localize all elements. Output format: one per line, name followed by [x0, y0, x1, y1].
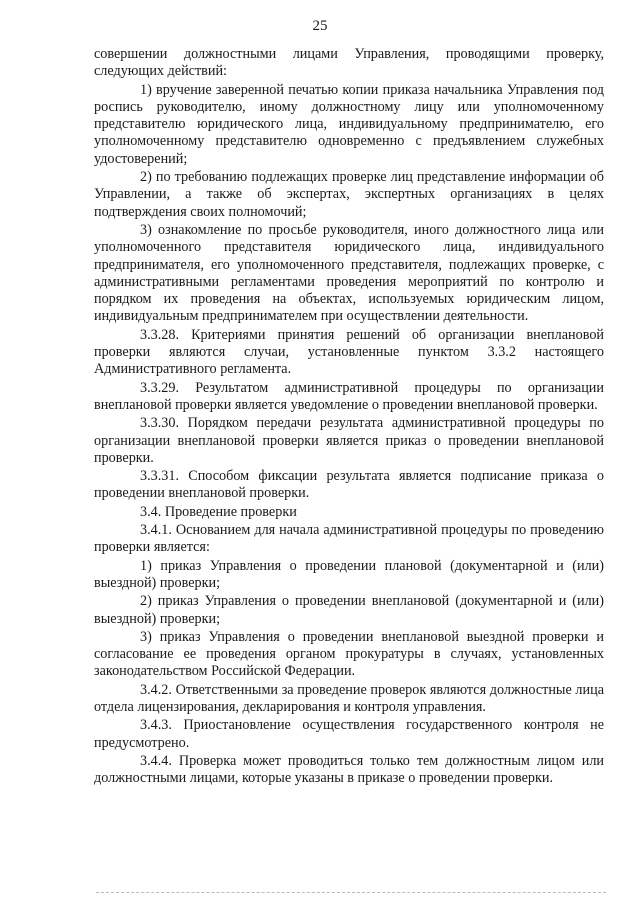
- paragraph: 1) вручение заверенной печатью копии приказа начальника Управления под роспись руководителю, иному должностному лицу или уполномоченному представителю юридического лица, индивидуальному предпринимателю, его уполномоченному представителю одновременно с предъявлением служебных удостоверений;: [94, 81, 604, 167]
- footer-divider: [96, 892, 606, 893]
- paragraph: 2) приказ Управления о проведении внеплановой (документарной и (или) выездной) проверки;: [94, 593, 604, 627]
- paragraph: 2) по требованию подлежащих проверке лиц представление информации об Управлении, а также об экспертах, экспертных организациях в целях подтверждения своих полномочий;: [94, 169, 604, 220]
- page-number: 25: [312, 18, 328, 34]
- paragraph: 3.4.2. Ответственными за проведение проверок являются должностные лица отдела лицензирования, декларирования и контроля управления.: [94, 681, 604, 715]
- paragraph: 3.3.28. Критериями принятия решений об организации внеплановой проверки являются случаи, установленные пунктом 3.3.2 настоящего Административного регламента.: [94, 326, 604, 378]
- paragraph: 3) ознакомление по просьбе руководителя, иного должностного лица или уполномоченного представителя юридического лица, индивидуального предпринимателя, его уполномоченного представителя, подлежащих проверке, с административными регламентами проведения мероприятий по контролю и порядком их проведения на объектах, используемых юридическим лицом, индивидуальным предпринимателем при осуществлении деятельности.: [94, 221, 604, 325]
- paragraph: 3.3.29. Результатом административной процедуры по организации внеплановой проверки является уведомление о проведении внеплановой проверки.: [94, 379, 604, 413]
- paragraph: 3.4.1. Основанием для начала административной процедуры по проведению проверки является:: [94, 522, 604, 556]
- paragraph: совершении должностными лицами Управления, проводящими проверку, следующих действий:: [94, 46, 604, 80]
- document-body: [94, 46, 604, 788]
- paragraph: 3.3.31. Способом фиксации результата является подписание приказа о проведении внеплановой проверки.: [94, 468, 604, 502]
- section-heading: 3.4. Проведение проверки: [140, 503, 297, 520]
- paragraph: 3.4.3. Приостановление осуществления государственного контроля не предусмотрено.: [94, 717, 604, 751]
- paragraph: 3.3.30. Порядком передачи результата административной процедуры по организации внеплановой проверки является приказ о проведении внеплановой проверки.: [94, 415, 604, 466]
- paragraph: 3.4.4. Проверка может проводиться только тем должностным лицом или должностными лицами, которые указаны в приказе о проведении проверки.: [94, 752, 604, 787]
- paragraph: 3) приказ Управления о проведении внеплановой выездной проверки и согласование ее проведения органом прокуратуры в случаях, установленных законодательством Российской Федерации.: [94, 628, 604, 680]
- paragraph: 1) приказ Управления о проведении плановой (документарной и (или) выездной) проверки;: [94, 557, 604, 591]
